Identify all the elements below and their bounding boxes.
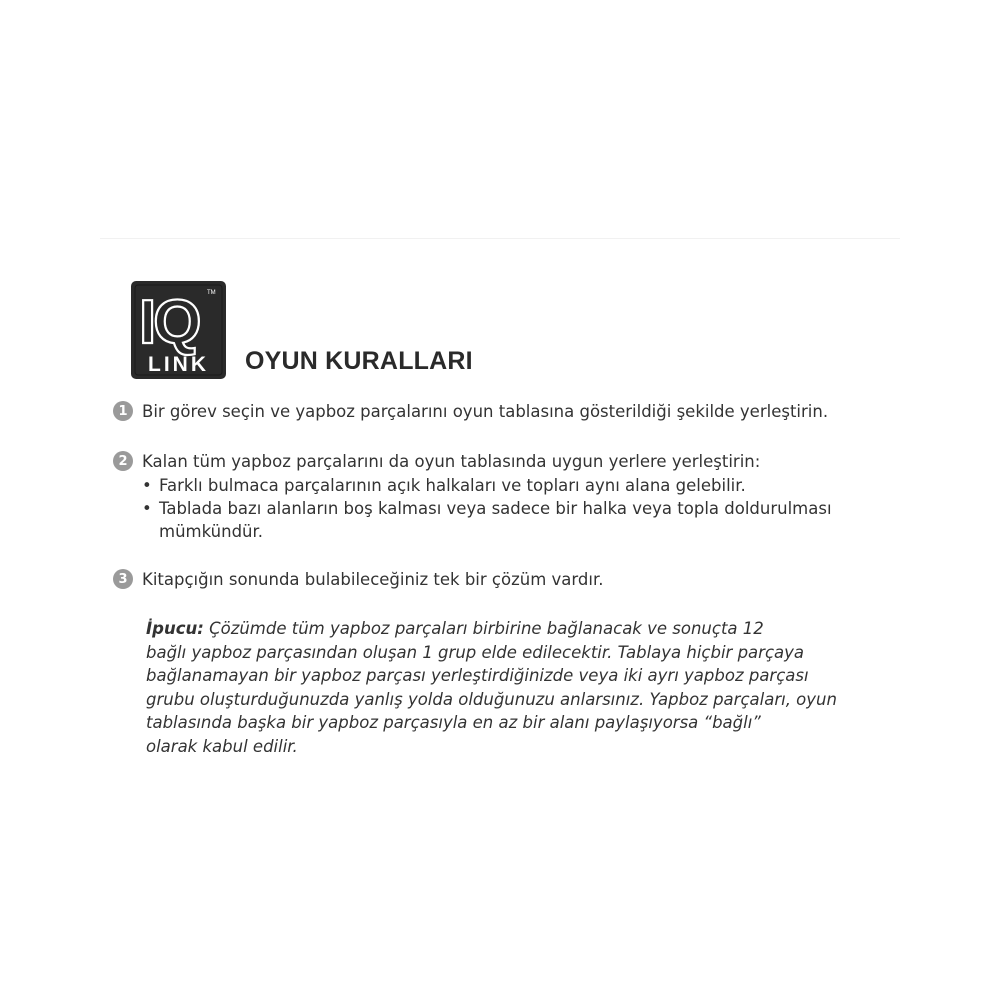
tip-line-2: bağlı yapboz parçasından oluşan 1 grup elde edilecektir. Tablaya hiçbir parçaya [146,642,805,662]
rule-2-number-badge: 2 [113,451,133,471]
iq-link-logo [131,281,226,379]
tip-line-6: olarak kabul edilir. [146,736,298,756]
top-divider [100,238,900,239]
rule-1-text: Bir görev seçin ve yapboz parçalarını oyun tablasına gösterildiği şekilde yerleştirin. [142,402,829,421]
rule-2-bullet-list [142,474,832,543]
bullet-text: Farklı bulmaca parçalarının açık halkaları ve topları aynı alana gelebilir. [159,476,746,495]
rule-3-text: Kitapçığın sonunda bulabileceğiniz tek bir çözüm vardır. [142,570,604,589]
tip-line-1 [146,617,896,641]
tip-line-3: bağlanamayan bir yapboz parçası yerleştirdiğinizde veya iki ayrı yapboz parçası [146,666,809,685]
tip-text: Çözümde tüm yapboz parçaları birbirine bağlanacak ve sonuçta 12 [203,619,764,638]
bullet-text: mümkündür. [159,522,264,541]
rule-1-number-badge: 1 [113,401,133,421]
rule-3-number-badge: 3 [113,569,133,589]
tip-paragraph [146,617,896,758]
tip-line-5: tablasında başka bir yapboz parçasıyla en az bir alanı paylaşıyorsa “bağlı” [146,713,761,732]
logo-link-text: LINK [148,353,209,376]
tip-line-4: grubu oluşturduğunuzda yanlış yolda olduğunuzu anlarsınız. Yapboz parçaları, oyun [146,689,837,709]
page-title: OYUN KURALLARI [245,347,473,375]
bullet-dot: • [142,476,152,495]
logo-iq-text: IQ [139,288,199,357]
bullet-item [142,497,832,543]
bullet-text: Tablada bazı alanların boş kalması veya sadece bir halka veya topla doldurulması [159,499,832,518]
logo-tm-text: TM [207,290,216,296]
bullet-item [142,474,832,497]
tip-label: İpucu: [146,619,204,638]
bullet-dot: • [142,499,152,518]
rule-2-text: Kalan tüm yapboz parçalarını da oyun tablasında uygun yerlere yerleştirin: [142,452,761,471]
